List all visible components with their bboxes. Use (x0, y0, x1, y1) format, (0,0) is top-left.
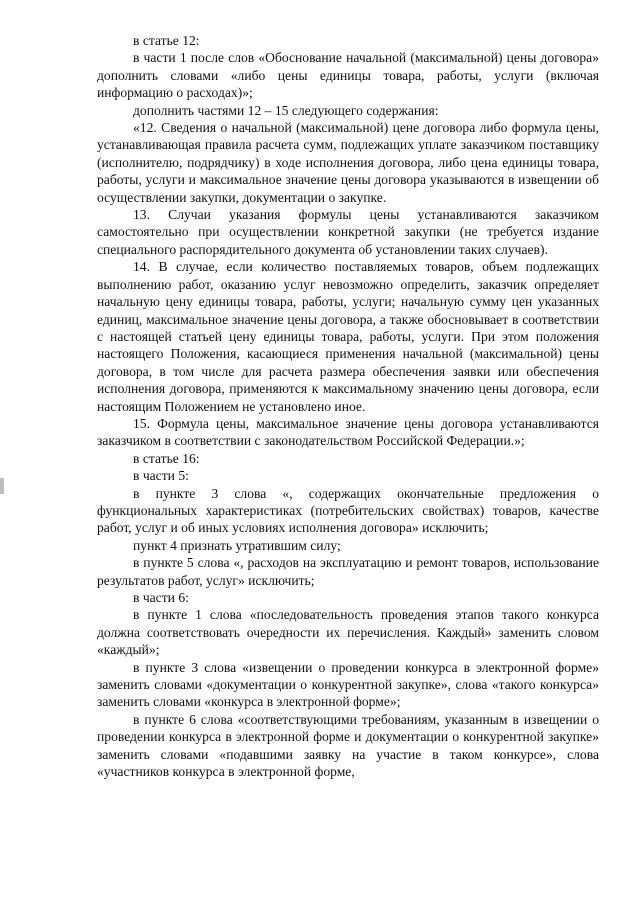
paragraph: пункт 4 признать утратившим силу; (133, 537, 341, 553)
paragraph: в пункте 3 слова «извещении о проведении конкурса в электронной форме» заменить словами «документации о конкурентной закупке», слова «такого конкурса» заменить словами «конкурса в электронной форме»; (97, 659, 599, 710)
paragraph: «12. Сведения о начальной (максимальной) цене договора либо формула цены, устанавливающая правила расчета сумм, подлежащих уплате заказчиком поставщику (исполнителю, подрядчику) в ходе исполнения договора, либо цена единицы товара, работы, услуги и максимальное значение цены договора указываются в извещении об осуществлении закупки, документации о закупке. (97, 120, 599, 205)
paragraph: в части 5: (133, 468, 189, 484)
paragraph: 15. Формула цены, максимальное значение цены договора устанавливаются заказчиком в соответствии с законодательством Российской Федерации.»; (97, 415, 599, 449)
paragraph: в части 1 после слов «Обоснование начальной (максимальной) цены договора» дополнить словами «либо цены единицы товара, работы, услуги (включая информацию о расходах)»; (97, 50, 599, 101)
paragraph: 13. Случаи указания формулы цены устанавливаются заказчиком самостоятельно при осуществлении конкретной закупки (не требуется издание специального распорядительного документа об установлении таких случаев). (97, 207, 599, 257)
document-body (97, 32, 599, 780)
paragraph: в пункте 1 слова «последовательность проведения этапов такого конкурса должна соответствовать очередности их перечисления. Каждый» заменить словом «каждый»; (97, 607, 599, 658)
scan-edge-mark (0, 478, 4, 494)
paragraph: в статье 12: (133, 33, 200, 48)
paragraph: 14. В случае, если количество поставляемых товаров, объем подлежащих выполнению работ, оказанию услуг невозможно определить, заказчик определяет начальную цену единицы товара, работы, услуги; начальную сумму цен указанных единиц, максимальное значение цены договора, а также обосновывает в соответствии с настоящей статьей цену единицы товара, работы, услуги. При этом положения настоящего Положения, касающиеся применения начальной (максимальной) цены договора, в том числе для расчета размера обеспечения заявки или обеспечения исполнения договора, применяются к максимальному значению цены договора, если настоящим Положением не установлено иное. (97, 259, 599, 414)
paragraph: в статье 16: (133, 450, 200, 466)
paragraph: в пункте 6 слова «соответствующими требованиям, указанным в извещении о проведении конкурса в электронной форме и документации о конкурентной закупке» заменить словами «подавшими заявку на участие в таком конкурсе», слова «участников конкурса в электронной форме, (97, 711, 599, 780)
paragraph: в части 6: (133, 590, 189, 605)
paragraph: в пункте 3 слова «, содержащих окончательные предложения о функциональных характеристиках (потребительских свойствах) товаров, качестве работ, услуг и об иных условиях исполнения договора» исключить; (97, 485, 599, 536)
paragraph: в пункте 5 слова «, расходов на эксплуатацию и ремонт товаров, использование результатов работ, услуг» исключить; (97, 555, 599, 588)
paragraph: дополнить частями 12 – 15 следующего содержания: (133, 102, 439, 118)
